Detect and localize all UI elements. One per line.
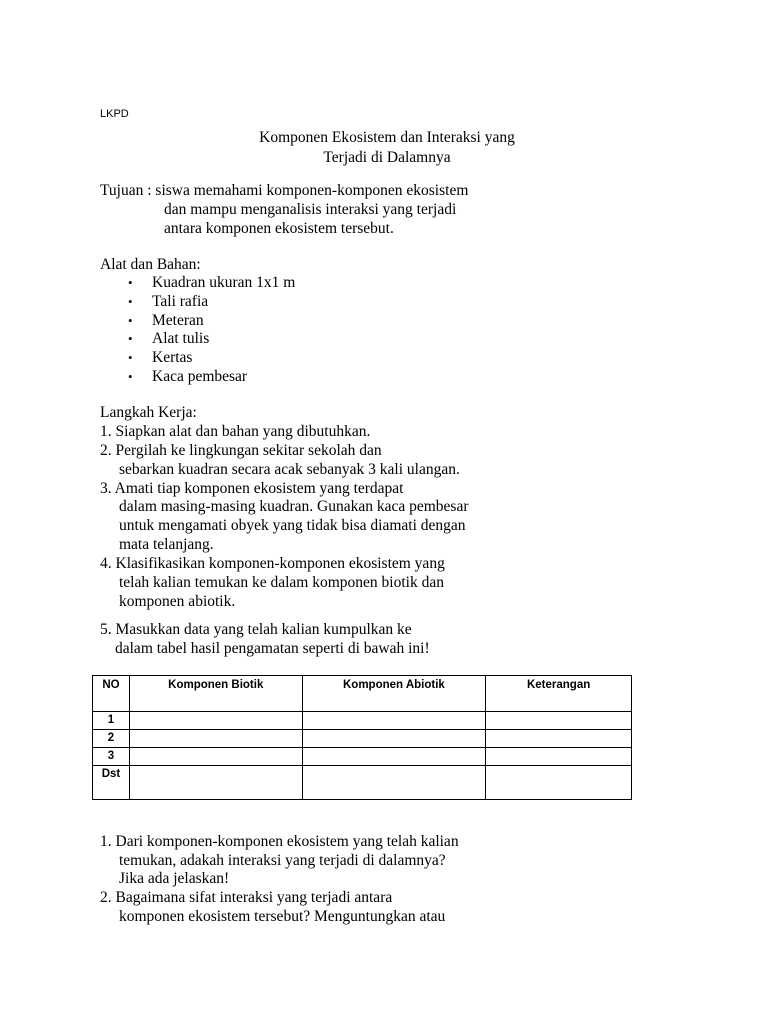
langkah-line: dalam tabel hasil pengamatan seperti di bawah ini! bbox=[115, 640, 430, 657]
alat-item: Meteran bbox=[152, 312, 204, 329]
table-header-keterangan: Keterangan bbox=[486, 676, 632, 712]
table-cell-no: Dst bbox=[93, 766, 130, 800]
table-cell bbox=[486, 712, 632, 730]
table-header-row bbox=[93, 676, 632, 712]
langkah-line: 5. Masukkan data yang telah kalian kumpulkan ke bbox=[100, 621, 412, 638]
table-header-abiotik: Komponen Abiotik bbox=[302, 676, 486, 712]
table-cell-no: 2 bbox=[93, 730, 130, 748]
langkah-line: dalam masing-masing kuadran. Gunakan kaca pembesar bbox=[119, 498, 469, 515]
doc-title-line1: Komponen Ekosistem dan Interaksi yang bbox=[259, 129, 515, 146]
bullet-icon: • bbox=[128, 294, 133, 309]
table-row bbox=[93, 730, 632, 748]
langkah-line: sebarkan kuadran secara acak sebanyak 3 kali ulangan. bbox=[119, 461, 460, 478]
table-header-biotik: Komponen Biotik bbox=[129, 676, 302, 712]
pertanyaan-line: temukan, adakah interaksi yang terjadi di dalamnya? bbox=[119, 852, 446, 869]
table-cell bbox=[302, 766, 486, 800]
table-cell-no: 1 bbox=[93, 712, 130, 730]
observation-table bbox=[92, 675, 632, 800]
table-cell bbox=[486, 766, 632, 800]
alat-item: Kuadran ukuran 1x1 m bbox=[152, 274, 296, 291]
alat-item: Alat tulis bbox=[152, 330, 210, 347]
langkah-line: telah kalian temukan ke dalam komponen biotik dan bbox=[119, 574, 444, 591]
table-cell bbox=[129, 748, 302, 766]
langkah-line: mata telanjang. bbox=[119, 536, 214, 553]
alat-heading: Alat dan Bahan: bbox=[100, 256, 201, 273]
table-cell bbox=[129, 730, 302, 748]
bullet-icon: • bbox=[128, 313, 133, 328]
doc-label: LKPD bbox=[100, 108, 129, 120]
table-cell bbox=[486, 730, 632, 748]
table-cell bbox=[486, 748, 632, 766]
table-cell bbox=[302, 748, 486, 766]
bullet-icon: • bbox=[128, 369, 133, 384]
table-cell bbox=[129, 766, 302, 800]
table-header-no: NO bbox=[93, 676, 130, 712]
tujuan-line: antara komponen ekosistem tersebut. bbox=[164, 220, 394, 237]
alat-item: Kaca pembesar bbox=[152, 368, 248, 385]
langkah-line: 1. Siapkan alat dan bahan yang dibutuhkan. bbox=[100, 423, 371, 440]
bullet-icon: • bbox=[128, 331, 133, 346]
bullet-icon: • bbox=[128, 350, 133, 365]
table-cell bbox=[302, 730, 486, 748]
table-cell-no: 3 bbox=[93, 748, 130, 766]
pertanyaan-line: 1. Dari komponen-komponen ekosistem yang telah kalian bbox=[100, 833, 459, 850]
langkah-line: untuk mengamati obyek yang tidak bisa diamati dengan bbox=[119, 517, 466, 534]
pertanyaan-line: komponen ekosistem tersebut? Menguntungkan atau bbox=[119, 908, 446, 925]
tujuan-line: dan mampu menganalisis interaksi yang terjadi bbox=[164, 201, 457, 218]
table-cell bbox=[302, 712, 486, 730]
table-row bbox=[93, 748, 632, 766]
bullet-icon: • bbox=[128, 275, 133, 290]
langkah-line: 3. Amati tiap komponen ekosistem yang terdapat bbox=[100, 480, 404, 497]
doc-title-line2: Terjadi di Dalamnya bbox=[323, 149, 451, 166]
tujuan-line: Tujuan : siswa memahami komponen-komponen ekosistem bbox=[100, 182, 469, 199]
table-row bbox=[93, 712, 632, 730]
pertanyaan-line: 2. Bagaimana sifat interaksi yang terjadi antara bbox=[100, 889, 393, 906]
pertanyaan-line: Jika ada jelaskan! bbox=[119, 870, 230, 887]
table-cell bbox=[129, 712, 302, 730]
alat-item: Kertas bbox=[152, 349, 193, 366]
langkah-heading: Langkah Kerja: bbox=[100, 404, 197, 421]
langkah-line: 2. Pergilah ke lingkungan sekitar sekolah dan bbox=[100, 442, 382, 459]
langkah-line: komponen abiotik. bbox=[119, 593, 236, 610]
table-row bbox=[93, 766, 632, 800]
alat-item: Tali rafia bbox=[152, 293, 209, 310]
langkah-line: 4. Klasifikasikan komponen-komponen ekosistem yang bbox=[100, 555, 445, 572]
